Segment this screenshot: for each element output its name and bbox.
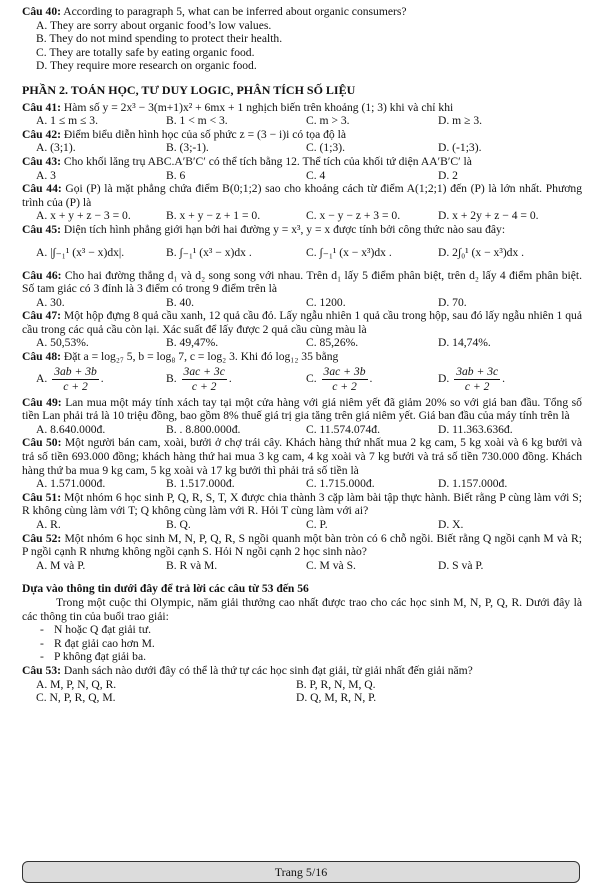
question-47 (22, 309, 582, 350)
denominator: c + 2 (464, 380, 490, 394)
denominator: c + 2 (191, 380, 217, 394)
question-45 (22, 223, 582, 269)
question-43 (22, 155, 582, 182)
numerator: 3ac + 3c (183, 365, 225, 379)
option-c: C. P. (306, 518, 328, 531)
info-heading: Dựa vào thông tin dưới đây để trả lời các câu từ 53 đến 56 (22, 582, 309, 596)
option-d: D. $\frac{3ab + 3c}{c + 2}$ . (438, 365, 506, 394)
option-letter: D. (438, 372, 450, 386)
option-a: A. 50,53%. (36, 336, 89, 350)
question-stem: Một người bán cam, xoài, bưởi ở chợ trái cây. Khách hàng thứ nhất mua 2 kg cam, 5 kg xoài và 6 kg bưởi và trả số tiền 693.000 đồng; khách hàng thứ hai mua 3 kg cam, 4 kg xoài và 7 kg bưởi và trả số tiền 730.000 đồng. Khách hàng thứ ba mua 9 kg cam, 5 kg xoài và 17 kg bưởi thì phải trả số tiền là (22, 436, 582, 477)
option-b: B. 1.517.000đ. (166, 477, 235, 491)
option-c: C. x − y − z + 3 = 0. (306, 209, 401, 223)
question-stem: Diện tích hình phẳng giới hạn bởi hai đường y = x³, y = x được tính bởi công thức nào sau đây: (63, 222, 506, 236)
option-c: C. N, P, R, Q, M. (36, 691, 116, 705)
option-a: A. 8.640.000đ. (36, 422, 106, 436)
option-c: C. 1.715.000đ. (306, 477, 375, 491)
denominator: c + 2 (63, 380, 88, 394)
numerator: 3ac + 3b (323, 365, 366, 379)
option-d: D. Q, M, R, N, P. (296, 691, 377, 705)
question-48 (22, 350, 582, 396)
fraction (322, 365, 368, 394)
question-label: Câu 48: (22, 350, 61, 364)
option-c: C. They are totally safe by eating organic food. (36, 45, 255, 59)
page-number-footer: Trang 5/16 (22, 861, 580, 883)
option-letter: A. (36, 372, 48, 386)
question-41 (22, 101, 582, 128)
option-d: D. 2 (438, 168, 458, 182)
question-label: Câu 45: (22, 222, 61, 236)
question-stem: Hàm số y = 2x³ − 3(m+1)x² + 6mx + 1 nghịch biến trên khoảng (1; 3) khi và chỉ khi (63, 100, 454, 114)
question-44 (22, 182, 582, 223)
question-stem: Cho khối lăng trụ ABC.A′B′C′ có thể tích bằng 12. Thể tích của khối tứ diện AA′B′C′ là (63, 154, 472, 168)
option-d: D. 1.157.000đ. (438, 477, 508, 491)
question-label: Câu 41: (22, 100, 61, 114)
question-stem: Một hộp đựng 8 quả cầu xanh, 12 quả cầu đỏ. Lấy ngẫu nhiên 1 quả cầu trong hộp, sau đó lấy ngẫu nhiên 1 quả cầu trong các quả cầu còn lại. Xác suất để lấy được 2 quả cầu cùng màu là (22, 309, 582, 336)
question-46 (22, 269, 582, 310)
fraction (52, 365, 99, 394)
question-label: Câu 47: (22, 309, 61, 323)
option-c: C. (1;3). (306, 141, 345, 155)
option-b: B. 6 (166, 168, 186, 182)
question-49 (22, 396, 582, 437)
exam-page (22, 5, 582, 705)
option-b: B. ∫₋₁¹ (x³ − x)dx . (166, 245, 252, 259)
question-52 (22, 532, 582, 573)
question-stem: Một nhóm 6 học sinh P, Q, R, S, T, X được chia thành 3 cặp làm bài tập thực hành. Biết rằng P cùng làm với S; R không cùng làm với T; Q không cùng làm với R. Hỏi T cùng làm với ai? (22, 490, 582, 518)
info-bullet: - P không đạt giải ba. (40, 650, 582, 664)
question-stem: Gọi (P) là mặt phẳng chứa điểm B(0;1;2) sao cho khoảng cách từ điểm A(1;2;1) đến (P) là lớn nhất. Phương trình của (P) là (22, 182, 582, 209)
option-b: B. x + y − z + 1 = 0. (166, 209, 261, 223)
option-b: B. . 8.800.000đ. (166, 422, 241, 436)
option-a: A. R. (36, 518, 61, 531)
question-51 (22, 491, 582, 532)
fraction (182, 365, 227, 394)
numerator: 3ab + 3b (54, 365, 97, 379)
option-d: D. 2∫₀¹ (x − x³)dx . (438, 245, 525, 259)
option-a: A. $\frac{3ab + 3b}{c + 2}$ . (36, 365, 104, 394)
option-a: A. (3;1). (36, 141, 76, 155)
option-c: C. m > 3. (306, 114, 350, 128)
option-c: C. 1200. (306, 295, 346, 309)
option-letter: C. (306, 372, 317, 386)
option-d: D. 70. (438, 295, 467, 309)
option-b: B. Q. (166, 518, 191, 531)
question-stem: Điểm biểu diễn hình học của số phức z = (3 − i)i có tọa độ là (63, 127, 346, 141)
option-d: D. They require more research on organic food. (36, 59, 257, 73)
option-c: C. ∫₋₁¹ (x − x³)dx . (306, 245, 392, 259)
option-b: B. 40. (166, 295, 195, 309)
question-label: Câu 49: (22, 395, 62, 409)
option-d: D. 11.363.636đ. (438, 422, 513, 436)
info-bullet: - R đạt giải cao hơn M. (40, 637, 582, 651)
option-a: A. 1 ≤ m ≤ 3. (36, 114, 98, 128)
option-d: D. S và P. (438, 558, 484, 572)
option-a: A. M và P. (36, 558, 86, 572)
option-d: D. (-1;3). (438, 141, 482, 155)
question-label: Câu 42: (22, 127, 61, 141)
question-40 (22, 5, 582, 73)
numerator: 3ab + 3c (456, 365, 499, 379)
question-stem: According to paragraph 5, what can be inferred about organic consumers? (63, 5, 407, 18)
option-c: C. 4 (306, 168, 326, 182)
option-c: C. M và S. (306, 558, 356, 572)
option-letter: B. (166, 372, 177, 386)
option-b: B. R và M. (166, 558, 218, 572)
question-stem: Một nhóm 6 học sinh M, N, P, Q, R, S ngồi quanh một bàn tròn có 6 chỗ ngồi. Biết rằng Q ngồi cạnh M và R; P ngồi cạnh R nhưng không ngồi cạnh S. Hỏi N ngồi cạnh 2 học sinh nào? (22, 531, 582, 559)
option-c: C. 11.574.074đ. (306, 422, 380, 436)
option-b: B. They do not mind spending to protect their health. (36, 32, 283, 46)
question-53 (22, 664, 582, 705)
option-b: B. 49,47%. (166, 336, 219, 350)
question-42 (22, 128, 582, 155)
question-label: Câu 46: (22, 268, 62, 282)
question-label: Câu 43: (22, 154, 61, 168)
option-a: A. They are sorry about organic food’s low values. (36, 18, 272, 32)
question-label: Câu 50: (22, 436, 62, 450)
option-b: B. 1 < m < 3. (166, 114, 228, 128)
question-label: Câu 52: (22, 531, 62, 545)
question-label: Câu 40: (22, 5, 61, 18)
option-d: D. X. (438, 518, 464, 531)
option-c: C. $\frac{3ac + 3b}{c + 2}$ . (306, 365, 373, 394)
question-stem: Lan mua một máy tính xách tay tại một cửa hàng với giá niêm yết đã giảm 20% so với giá ban đầu. Tổng số tiền Lan phải trả là 10 triệu đồng, bao gồm 8% thuế giá trị gia tăng trên giá niêm yết. Giá ban đầu của máy tính trên là (22, 395, 582, 423)
option-b: B. P, R, N, M, Q. (296, 677, 376, 691)
fraction (454, 365, 500, 394)
option-a: A. 3 (36, 168, 56, 182)
option-d: D. 14,74%. (438, 336, 491, 350)
question-50 (22, 436, 582, 490)
option-a: A. 30. (36, 295, 65, 309)
option-a: A. M, P, N, Q, R. (36, 677, 117, 691)
question-stem: Danh sách nào dưới đây có thể là thứ tự các học sinh đạt giải, từ giải nhất đến giải năm? (63, 663, 473, 677)
option-c: C. 85,26%. (306, 336, 359, 350)
question-label: Câu 51: (22, 490, 62, 504)
question-stem: Cho hai đường thẳng d₁ và d₂ song song với nhau. Trên d₁ lấy 5 điểm phân biệt, trên d₂ lấy 4 điểm phân biệt. Số tam giác có 3 đỉnh là 3 điểm có trong 9 điểm trên là (22, 268, 582, 296)
section-title: PHẦN 2. TOÁN HỌC, TƯ DUY LOGIC, PHÂN TÍCH SỐ LIỆU (22, 82, 356, 97)
option-d: D. x + 2y + z − 4 = 0. (438, 209, 539, 223)
info-bullet: - N hoặc Q đạt giải tư. (40, 623, 582, 637)
denominator: c + 2 (332, 380, 357, 394)
question-label: Câu 53: (22, 663, 61, 677)
option-a: A. x + y + z − 3 = 0. (36, 209, 131, 223)
option-a: A. |∫₋₁¹ (x³ − x)dx|. (36, 245, 125, 259)
option-a: A. 1.571.000đ. (36, 477, 106, 491)
question-stem: Đặt a = log₂₇ 5, b = log₈ 7, c = log₂ 3. Khi đó log₁₂ 35 bằng (63, 350, 339, 364)
option-b: B. $\frac{3ac + 3c}{c + 2}$ . (166, 365, 232, 394)
option-b: B. (3;-1). (166, 141, 209, 155)
option-d: D. m ≥ 3. (438, 114, 483, 128)
info-intro: Trong một cuộc thi Olympic, năm giải thưởng cao nhất được trao cho các học sinh M, N, P, Q, R. Dưới đây là các thông tin của buổi trao giải: (22, 595, 582, 623)
question-label: Câu 44: (22, 182, 62, 196)
